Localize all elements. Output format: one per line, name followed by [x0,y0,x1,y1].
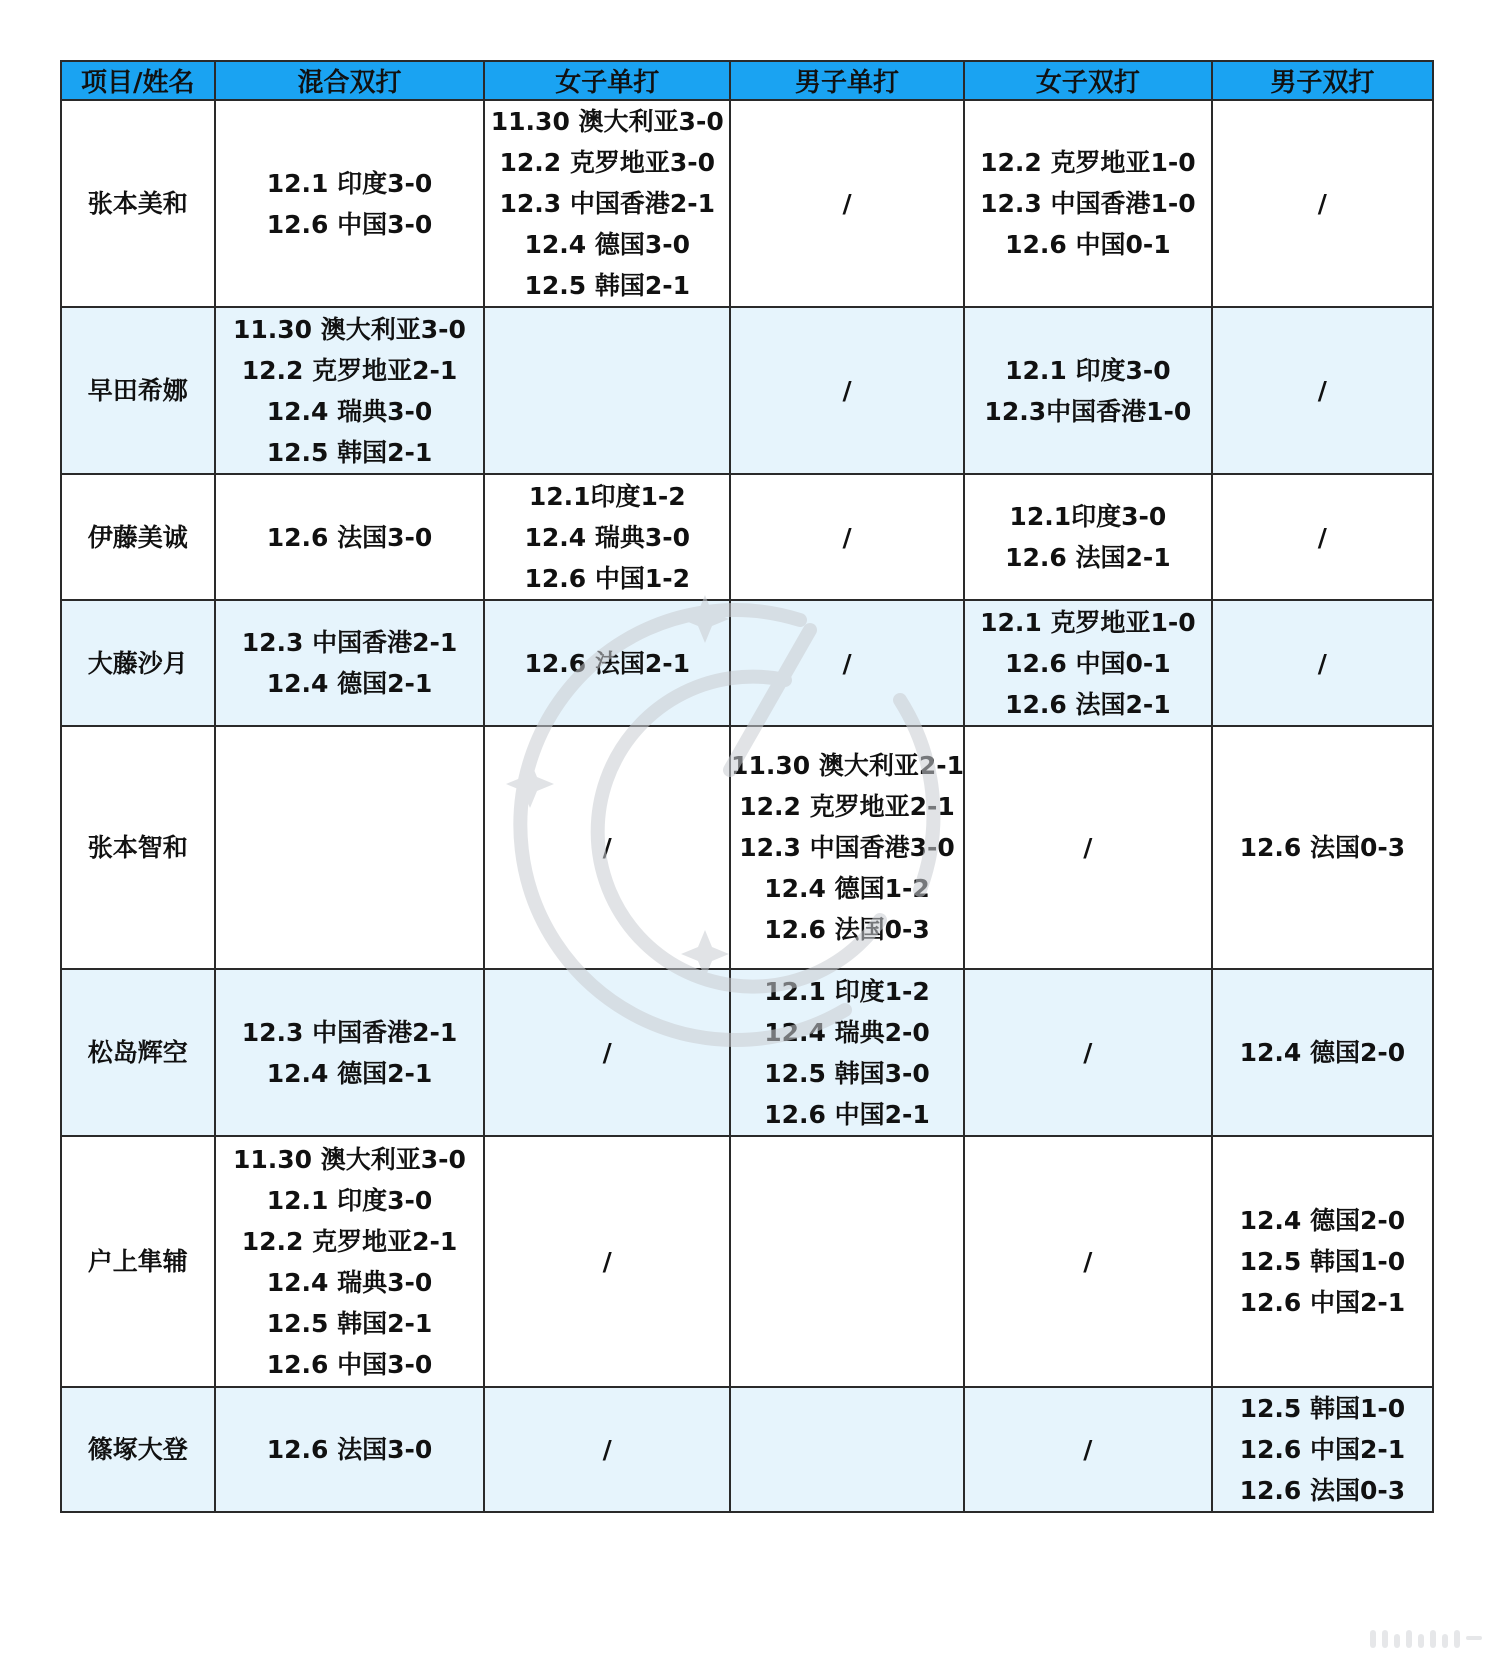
result-cell-mens-singles [730,1387,964,1512]
header-cell-category: 项目/姓名 [61,61,215,100]
match-result: 12.6 中国1-2 [524,563,691,593]
match-result: 12.4 瑞典3-0 [524,522,691,552]
player-name-cell: 张本智和 [61,726,215,969]
result-cell-mens-doubles [1212,1387,1433,1512]
result-cell-mens-singles [730,474,964,600]
match-result: 12.6 法国2-1 [524,648,691,678]
match-result: 12.1印度3-0 [1009,502,1167,531]
match-result: 12.2 克罗地亚3-0 [499,148,716,177]
match-result: / [602,1435,612,1464]
result-cell-mens-singles [730,969,964,1136]
match-result: / [1317,189,1327,218]
match-result: 12.6 法国0-3 [1239,1476,1406,1505]
match-result: 12.1 印度3-0 [266,1185,433,1215]
match-result: 12.3中国香港1-0 [984,396,1192,426]
result-cell-mixed-doubles [215,726,485,969]
result-cell-womens-doubles [964,474,1212,600]
match-result: 12.3 中国香港1-0 [980,189,1196,218]
match-result: / [1083,1435,1093,1464]
result-cell-mens-doubles [1212,969,1433,1136]
match-result: / [842,189,852,218]
match-result: 12.4 德国2-0 [1239,1206,1406,1235]
match-result: 12.1 印度1-2 [764,976,930,1006]
player-name-cell: 大藤沙月 [61,600,215,726]
match-result: / [1083,833,1093,862]
weibo-watermark-icon [1366,1626,1486,1652]
match-result: 11.30 澳大利亚3-0 [233,314,466,344]
match-result: 12.3 中国香港2-1 [241,628,458,657]
result-cell-womens-doubles [964,726,1212,969]
player-name-cell: 户上隼辅 [61,1136,215,1387]
player-name-cell: 张本美和 [61,100,215,307]
table-header [61,61,1433,100]
match-result: / [1083,1038,1093,1067]
match-result: 12.5 韩国2-1 [524,271,691,300]
match-result: / [1317,648,1327,678]
table-body [61,100,1433,1512]
match-result: 12.4 德国3-0 [524,230,691,259]
match-result: 12.4 德国2-0 [1239,1038,1406,1067]
result-cell-womens-doubles [964,1387,1212,1512]
result-cell-mens-singles [730,600,964,726]
match-result: / [602,1247,612,1276]
match-result: 12.4 德国2-1 [266,669,433,698]
match-result: 12.5 韩国2-1 [266,1308,433,1338]
match-result: / [602,833,612,862]
match-result: / [842,522,852,552]
match-result: 12.6 中国0-1 [1005,230,1171,259]
table-row [61,600,1433,726]
result-cell-mens-doubles [1212,307,1433,474]
match-result: / [842,376,852,405]
result-cell-womens-doubles [964,600,1212,726]
result-cell-womens-singles [484,100,730,307]
result-cell-mens-singles [730,726,964,969]
match-result: 12.3 中国香港2-1 [499,189,716,218]
match-result: / [842,648,852,678]
match-result: 12.3 中国香港3-0 [739,833,955,862]
result-cell-mixed-doubles [215,969,485,1136]
match-result: 11.30 澳大利亚2-1 [731,751,964,780]
match-result: 12.4 德国2-1 [266,1058,433,1088]
match-result: 12.2 克罗地亚2-1 [241,1226,458,1256]
match-result: 12.4 瑞典2-0 [764,1017,930,1047]
result-cell-womens-singles [484,307,730,474]
match-result: 11.30 澳大利亚3-0 [233,1144,466,1174]
match-result: / [1317,522,1327,552]
result-cell-womens-singles [484,600,730,726]
match-result: 12.4 瑞典3-0 [266,1267,433,1297]
match-result: 12.5 韩国1-0 [1239,1394,1406,1423]
header-cell-mens-doubles: 男子双打 [1212,61,1433,100]
result-cell-mens-doubles [1212,474,1433,600]
match-result: 12.5 韩国3-0 [764,1058,930,1088]
player-name-cell: 篠塚大登 [61,1387,215,1512]
match-result: 12.6 中国2-1 [764,1099,930,1129]
header-cell-mixed-doubles: 混合双打 [215,61,485,100]
header-row [61,61,1433,100]
result-cell-mixed-doubles [215,100,485,307]
result-cell-womens-singles [484,474,730,600]
result-cell-womens-doubles [964,1136,1212,1387]
result-cell-mixed-doubles [215,1387,485,1512]
result-cell-mixed-doubles [215,474,485,600]
result-cell-womens-doubles [964,969,1212,1136]
result-cell-womens-singles [484,1136,730,1387]
header-cell-womens-singles: 女子单打 [484,61,730,100]
player-name-cell: 松岛辉空 [61,969,215,1136]
match-result: 12.6 法国2-1 [1005,689,1171,719]
match-result: 12.3 中国香港2-1 [241,1017,458,1047]
match-result: 12.1 克罗地亚1-0 [980,607,1196,637]
match-result: 12.6 法国2-1 [1005,543,1171,572]
match-result: / [1083,1247,1093,1276]
match-result: 12.6 中国3-0 [266,209,433,239]
result-cell-womens-singles [484,726,730,969]
match-result: 12.5 韩国2-1 [266,437,433,467]
match-result: 12.5 韩国1-0 [1239,1247,1406,1276]
result-cell-mens-doubles [1212,1136,1433,1387]
match-result: 11.30 澳大利亚3-0 [490,107,724,136]
match-result: / [602,1038,612,1067]
table-row [61,1387,1433,1512]
match-result: 12.6 法国0-3 [1239,833,1406,862]
match-result: 12.2 克罗地亚2-1 [739,792,955,821]
result-cell-womens-singles [484,969,730,1136]
match-result: 12.6 中国2-1 [1239,1435,1406,1464]
header-cell-womens-doubles: 女子双打 [964,61,1212,100]
result-cell-mixed-doubles [215,600,485,726]
table-row [61,969,1433,1136]
result-cell-mixed-doubles [215,1136,485,1387]
table-row [61,100,1433,307]
result-cell-mens-doubles [1212,600,1433,726]
match-result: 12.2 克罗地亚2-1 [241,355,458,385]
player-name-cell: 伊藤美诚 [61,474,215,600]
result-cell-mens-singles [730,1136,964,1387]
match-result: 12.1 印度3-0 [266,168,433,198]
result-cell-mens-doubles [1212,100,1433,307]
match-result: 12.6 中国3-0 [266,1349,433,1379]
match-result: 12.6 中国0-1 [1005,648,1171,678]
result-cell-mens-doubles [1212,726,1433,969]
table-row [61,1136,1433,1387]
result-cell-mens-singles [730,307,964,474]
table-row [61,474,1433,600]
match-result: 12.4 瑞典3-0 [266,396,433,426]
result-cell-mixed-doubles [215,307,485,474]
result-cell-mens-singles [730,100,964,307]
player-name-cell: 早田希娜 [61,307,215,474]
match-result: 12.6 法国0-3 [764,915,930,944]
table-row [61,307,1433,474]
match-result: 12.6 法国3-0 [266,1435,433,1464]
match-result: 12.2 克罗地亚1-0 [980,148,1196,177]
match-result: 12.1 印度3-0 [1005,355,1171,385]
result-cell-womens-singles [484,1387,730,1512]
table-row [61,726,1433,969]
result-cell-womens-doubles [964,100,1212,307]
match-result: / [1317,376,1327,405]
match-result: 12.4 德国1-2 [764,874,930,903]
match-result: 12.6 中国2-1 [1239,1288,1406,1317]
header-cell-mens-singles: 男子单打 [730,61,964,100]
results-table [60,60,1434,1513]
match-result: 12.1印度1-2 [528,481,686,511]
result-cell-womens-doubles [964,307,1212,474]
match-result: 12.6 法国3-0 [266,522,433,552]
